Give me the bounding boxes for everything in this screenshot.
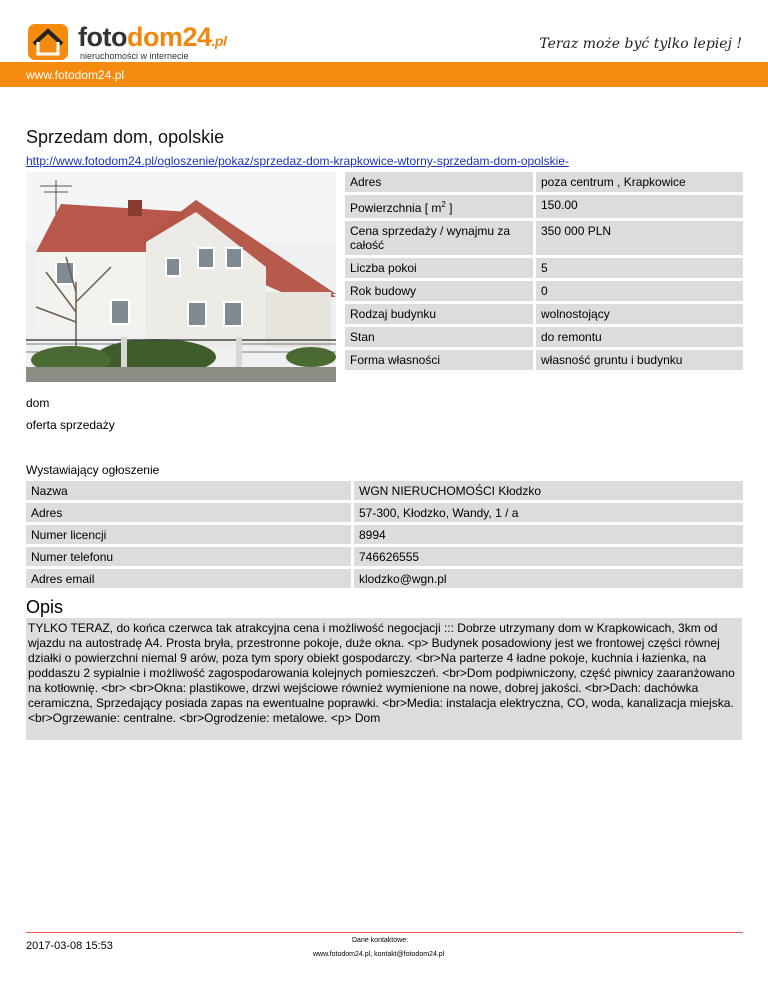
detail-row [345, 172, 743, 192]
property-details-table [345, 172, 743, 373]
detail-label: Powierzchnia [ $m^2$ ] [345, 195, 533, 218]
page-title: Sprzedam dom, opolskie [26, 127, 225, 147]
detail-value: 150.00 [536, 195, 743, 218]
description-text: TYLKO TERAZ, do końca czerwca tak atrakcyjna cena i możliwość negocjacji ::: Dobrze utrzymany dom w Krapkowicach, 3km od wjazdu na autostradę A4. Prosta bryła, przestronne pokoje, duże okna. <p> Budynek posadowiony jest we frontowej części równej działki o powierzchni niemal 9 arów, poza tym spory obiekt gospodarczy. <br>Na parterze 4 ładne pokoje, kuchnia i łazienka, na poddaszu 2 sypialnie i możliwość zagospodarowania kolejnych pomieszczeń. <br>Dom podpiwniczony, część piwnicy zaaranżowano na kotłownię. <br> <br>Okna: plastikowe, drzwi wejściowe również wymienione na nowe, dobrej jakości. <br>Dach: dachówka ceramiczna, Sprzedający posiada zapas na ewentualne poprawki. <br>Media: instalacja elektryczna, CO, woda, kanalizacja miejska. <br>Ogrzewanie: centralne. <br>Ogrodzenie: metalowe. <p> Dom [26, 618, 742, 740]
detail-value: 0 [536, 281, 743, 301]
detail-value: 350 000 PLN [536, 221, 743, 255]
property-type: dom [26, 396, 50, 410]
seller-value: 746626555 [354, 547, 743, 566]
site-url-bar [0, 62, 768, 87]
detail-row [345, 221, 743, 255]
detail-value: poza centrum , Krapkowice [536, 172, 743, 192]
seller-heading: Wystawiający ogłoszenie [26, 463, 160, 477]
footer-divider [26, 932, 743, 933]
logo-text-foto: foto [78, 22, 127, 52]
seller-row [26, 503, 743, 522]
footer-contact-label: Dane kontaktowe: [352, 937, 409, 944]
detail-row [345, 281, 743, 301]
detail-value: wolnostojący [536, 304, 743, 324]
detail-label: Liczba pokoi [345, 258, 533, 278]
slogan: Teraz może być tylko lepiej ! [539, 36, 742, 52]
description-title: Opis [26, 597, 64, 617]
seller-value: WGN NIERUCHOMOŚCI Kłodzko [354, 481, 743, 500]
detail-label: Stan [345, 327, 533, 347]
detail-value: do remontu [536, 327, 743, 347]
seller-value: klodzko@wgn.pl [354, 569, 743, 588]
seller-label: Adres [26, 503, 351, 522]
detail-row [345, 304, 743, 324]
seller-row [26, 547, 743, 566]
detail-row [345, 195, 743, 218]
detail-label: Cena sprzedaży / wynajmu za całość [345, 221, 533, 255]
listing-url-link[interactable]: http://www.fotodom24.pl/ogloszenie/pokaz/sprzedaz-dom-krapkowice-wtorny-sprzedam-dom-opolskie- [26, 154, 569, 168]
detail-row [345, 350, 743, 370]
seller-row [26, 481, 743, 500]
detail-label: Rok budowy [345, 281, 533, 301]
seller-label: Adres email [26, 569, 351, 588]
detail-label: Rodzaj budynku [345, 304, 533, 324]
page-header [0, 0, 768, 62]
detail-row [345, 258, 743, 278]
seller-label: Numer telefonu [26, 547, 351, 566]
detail-value: własność gruntu i budynku [536, 350, 743, 370]
seller-row [26, 525, 743, 544]
detail-row [345, 327, 743, 347]
logo-text-tld: .pl [211, 33, 227, 49]
logo-tagline: nieruchomości w internecie [80, 51, 189, 61]
detail-label: Adres [345, 172, 533, 192]
house-photo [26, 172, 336, 382]
detail-value: 5 [536, 258, 743, 278]
site-url[interactable]: www.fotodom24.pl [26, 68, 125, 82]
footer-contact: www.fotodom24.pl, kontakt@fotodom24.pl [313, 951, 445, 958]
house-logo-icon [26, 22, 70, 62]
detail-label: Forma własności [345, 350, 533, 370]
footer-date: 2017-03-08 15:53 [26, 940, 113, 952]
seller-label: Nazwa [26, 481, 351, 500]
seller-table [26, 481, 743, 591]
seller-label: Numer licencji [26, 525, 351, 544]
seller-value: 57-300, Kłodzko, Wandy, 1 / a [354, 503, 743, 522]
logo-wordmark[interactable] [78, 24, 226, 51]
logo-text-dom24: dom24 [126, 22, 212, 52]
seller-row [26, 569, 743, 588]
seller-value: 8994 [354, 525, 743, 544]
offer-type: oferta sprzedaży [26, 418, 115, 432]
